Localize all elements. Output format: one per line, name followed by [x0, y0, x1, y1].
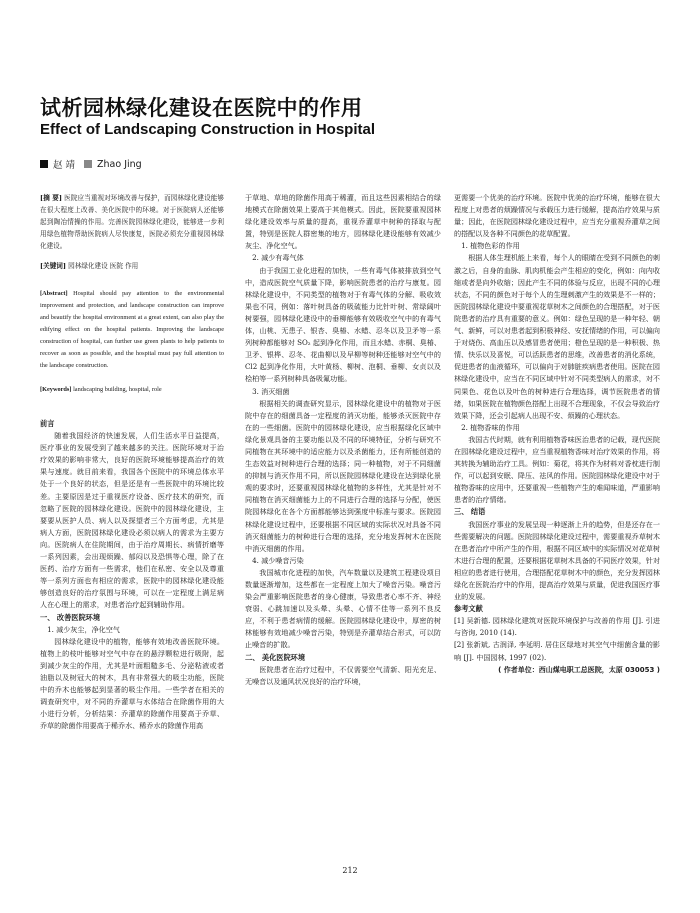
section-heading: 二、 美化医院环境 — [245, 652, 306, 662]
paragraph: 我国医疗事业的发展呈现一种逐渐上升的趋势，但是还存在一些需要解决的问题。医院园林绿化建设过程中，需要重视乔草树木在患者治疗中所产生的作用，根据不同区域中的实际情况对花草树木进行合理的配置，还要根据花草树木具备的不同医疗效果，针对相应的患者进行使用，合理搭配花草树木中的颜色，充分发挥园林绿化在医院治疗中的作用，提高治疗效果与质量，促进我国医疗事业的发展。 — [454, 519, 660, 602]
subsection-heading: 4. 减少噪音污染 — [252, 555, 304, 565]
subsection-heading: 3. 消灭细菌 — [252, 386, 290, 396]
keywords-zh — [40, 260, 224, 272]
column-2 — [245, 192, 441, 688]
column-1 — [40, 192, 224, 732]
subsection-heading: 1. 减少灰尘，净化空气 — [47, 624, 120, 634]
column-3 — [454, 192, 660, 676]
abstract-zh — [40, 192, 224, 252]
author-name-zh: 赵 靖 — [53, 160, 76, 171]
paragraph: 根据相关的调查研究显示，园林绿化建设中的植物对于医院中存在的细菌具备一定程度的消灭功能，能够杀灭医院中存在的一些细菌。医院中的园林绿化建设，应当根据绿化区域中绿化景观具备的主要功能以及不同的环境特征，分析与研究不同植物在其环境中的适应能力以及杀菌能力，还有所能创造的生态效益对树种进行合理的选择；同一种植物，对于不同细菌的抑制与消灭作用不同，所以医院园林绿化建设在达到绿化景观的要求时，还要重视园林绿化植物的多样性，尤其是针对不同植物在消灭细菌能力上的不同进行合理的选择与分配，使医院园林绿化在各个方面都能够达到强度中标准与要求。医院园林绿化建设过程中，还要根据不同区域的实际状况对具备不同消灭细菌能力的树种进行合理的选择，充分地发挥树木在医院中消灭细菌的作用。 — [245, 398, 441, 553]
section-heading: 一、 改善医院环境 — [40, 612, 101, 622]
abstract-label-zh: [摘 要] — [40, 194, 62, 202]
subsection-heading: 1. 植物色彩的作用 — [461, 241, 520, 251]
title-chinese: 试析园林绿化建设在医院中的作用 — [40, 96, 363, 120]
abstract-text-en: Hospital should pay attention to the environmental improvement and protection, and landscape construction can improve and beautify the hospital environment at a great extent, can also play the edifying effect on the hospital patients. Improving the landscape construction of hospital, can further use green plants to help patients to recover as soon as possible, and the hospital must pay full attention to the landscape construction. — [40, 290, 224, 369]
abstract-en — [40, 288, 224, 372]
page-number: 212 — [342, 866, 358, 875]
author-name-en: Zhao Jing — [97, 158, 142, 170]
keywords-label-en: [Keywords] — [40, 386, 72, 393]
paragraph: 由于我国工业化进程的加快，一些有毒气体被排放到空气中，造成医院空气质量下降，影响医院患者的治疗与康复。园林绿化建设中，不同类型的植物对于有毒气体的分解、吸收效果也不同，例如：落叶树具备的吸硫能力比针叶树、常绿阔叶树要强，园林绿化建设中的垂柳能够有效吸收空气中的有毒气体，山桃、无患子、银杏、臭椿、水蜡、忍冬以及卫矛等一系列树种都能够对 SO₂ 起到净化作用，而且水蜡、赤桐、臭椿、卫矛、银桦、忍冬、花曲柳以及早柳等树种还能够对空气中的 Cl2 起到净化作用，大叶黄杨、柳树、泡桐、垂柳、女贞以及桧柏等一系列树种具备吸氟功能。 — [245, 265, 441, 384]
paragraph: 随着我国经济的快速发展，人们生活水平日益提高，医疗事业的发展受到了越来越多的关注。医院环境对于治疗效果的影响非常大，良好的医院环境能够提高治疗的效果与速度。就目前来看，我国各个医院中的环境总体水平处于一个良好的状态，但是还是有一些医院中的环境比较差。主要原因是过于重视医疗设备、医疗技术的研究，而忽略了医院的园林绿化建设。医院中的园林绿化建设，主要要从医护人员、病人以及探望者三个方面考虑，尤其是病人方面，医院园林绿化建设必须以病人的需求为主要方向。医院病人在住院期间，由于治疗周期长、病情折磨等一系列因素，会出现烦躁、郁闷以及恐惧等心理，除了在医药、治疗方面有一些需求，他们在私密、安全以及尊重等一系列方面也有相应的需求，医院中的园林绿化建设能够创造良好的治疗氛围与环境，可以在一定程度上满足病人在心理上的需求，对患者治疗起到辅助作用。 — [40, 431, 224, 610]
keywords-en — [40, 384, 224, 396]
subsection-heading: 2. 减少有毒气体 — [252, 253, 304, 263]
references-heading: 参考文献 — [454, 604, 483, 614]
reference-item: [1] 吴新德. 园林绿化建筑对医院环境保护与改善的作用 [J]. 引进与咨询, 2010 (14). — [454, 616, 660, 638]
paragraph: 于草地、草地的除菌作用高于稀灌，而且这些因素相结合的绿地模式在除菌效果上要高于其他模式。因此，医院要重视园林绿化建设效率与质量的提高，重视乔灌草中树种的择取与配置，特别是医院人群密集的地方，园林绿化建设能够有效减少灰尘、净化空气。 — [245, 193, 441, 251]
paragraph: 医院患者在治疗过程中，不仅需要空气清新、阳光充足、无噪音以及通风状况良好的治疗环境， — [245, 664, 441, 686]
paragraph: 我国古代时期，就有利用植物香味医治患者的记载，现代医院在园林绿化建设过程中，应当重视植物香味对治疗效果的作用，将其转换为辅助治疗工具。例如：菊花，将其作为材料对香枕进行制作，可以起到安眠、降压、祛风的作用。医院园林绿化建设中对于植物香味的应用中，还要重视一些植物产生的难闻味道，严重影响患者的治疗情绪。 — [454, 434, 660, 505]
abstract-label-en: [Abstract] — [40, 290, 68, 297]
reference-item: [2] 张新斌, 古润泽, 李延明. 居住区绿地对其空气中细菌含量的影响 [J]. 中国园林, 1997 (02). — [454, 640, 660, 662]
keywords-text-en: landscaping building, hospital, role — [73, 386, 162, 393]
keywords-label-zh: [关键词] — [40, 262, 67, 270]
section-heading: 三、 结语 — [454, 507, 486, 517]
paragraph: 更需要一个优美的治疗环境。医院中优美的治疗环境，能够在很大程度上对患者的烦躁情况与承载压力进行缓解，提高治疗效果与质量；因此，在医院园林绿化建设过程中，应当充分重视乔灌草之间的搭配以及各种不同颜色的花草配置。 — [454, 193, 660, 239]
section-heading-preface: 前言 — [40, 419, 55, 428]
title-english: Effect of Landscaping Construction in Hospital — [40, 121, 376, 138]
square-bullet-icon — [84, 160, 92, 168]
paragraph: 我国城市化进程的加快，汽车数量以及建筑工程建设项目数量逐渐增加，这些都在一定程度上加大了噪音污染。噪音污染会严重影响医院患者的身心健康，导致患者心率不齐、神经衰弱、心跳加速以及头晕、头晕、心情不佳等一系列不良反应，不利于患者病情的缓解。医院园林绿化建设中，厚密的树林能够有效地减少噪音污染，特别是乔灌草结合形式，可以防止噪音的扩散。 — [245, 567, 441, 650]
subsection-heading: 2. 植物香味的作用 — [461, 422, 520, 432]
authors-line — [40, 157, 142, 171]
square-bullet-icon — [40, 160, 48, 168]
keywords-text-zh: 园林绿化建设 医院 作用 — [68, 262, 139, 270]
author-affiliation: ( 作者单位：西山煤电职工总医院，太原 030053 ) — [498, 665, 660, 674]
abstract-text-zh: 医院应当重视对环境改善与保护，而园林绿化建设能够在很大程度上改善、美化医院中的环境。对于医院病人还能够起到陶冶情操的作用。完善医院园林绿化建设，能够进一步利用绿色植物帮助医院病人尽快康复，医院必须充分重视园林绿化建设。 — [40, 194, 224, 250]
paragraph: 园林绿化建设中的植物，能够有效地改善医院环境。植物上的枝叶能够对空气中存在的悬浮颗粒进行吸附，起到减少灰尘的作用，尤其是叶面粗糙多毛、分泌粘液或者油脂以及树冠大的树木，具有非常强大的吸尘功能，医院中的乔木也能够起到显著的吸尘作用。一些学者在相关的调查研究中，对不同的乔灌草与水体结合在除菌作用的大小进行分析，分析结果：乔灌草的除菌作用要高于乔草、乔草的除菌作用要高于稀乔水、稀乔水的除菌作用高 — [40, 636, 224, 731]
paragraph: 根据人体生理机能上来看，每个人的眼睛在受到不同颜色的刺激之后，自身的血脉、肌肉机能会产生相应的变化，例如：向内收缩或者是向外收缩；因此产生不同的体验与反应，出现不同的心理状态，不同的颜色对于每个人的生理刺激产生的效果是不一样的；医院园林绿化建设中要重视花草树木之间颜色的合理搭配，对于医院患者的治疗具有重要的意义。例如：绿色呈现的是一种年轻、朝气、新鲜，可以对患者起到积极神经、安抚情绪的作用，可以偏向于对烧伤、高血压以及感冒患者使用；橙色呈现的是一种积极、热情、快乐以及喜悦，可以活跃患者的思维，改善患者的消化系统，促进患者的血液循环，可以偏向于对肺脏疾病患者使用。医院在园林绿化建设中，应当在不同区域中针对不同类型病人的需求，对不同果色、花色以及叶色的树种进行合理选择，调节医院患者的情绪，如果医院在植物颜色搭配上出现不合理现象，不仅会导致治疗效果下降，还会引起病人出现不安、烦躁的心理状态。 — [454, 253, 660, 420]
